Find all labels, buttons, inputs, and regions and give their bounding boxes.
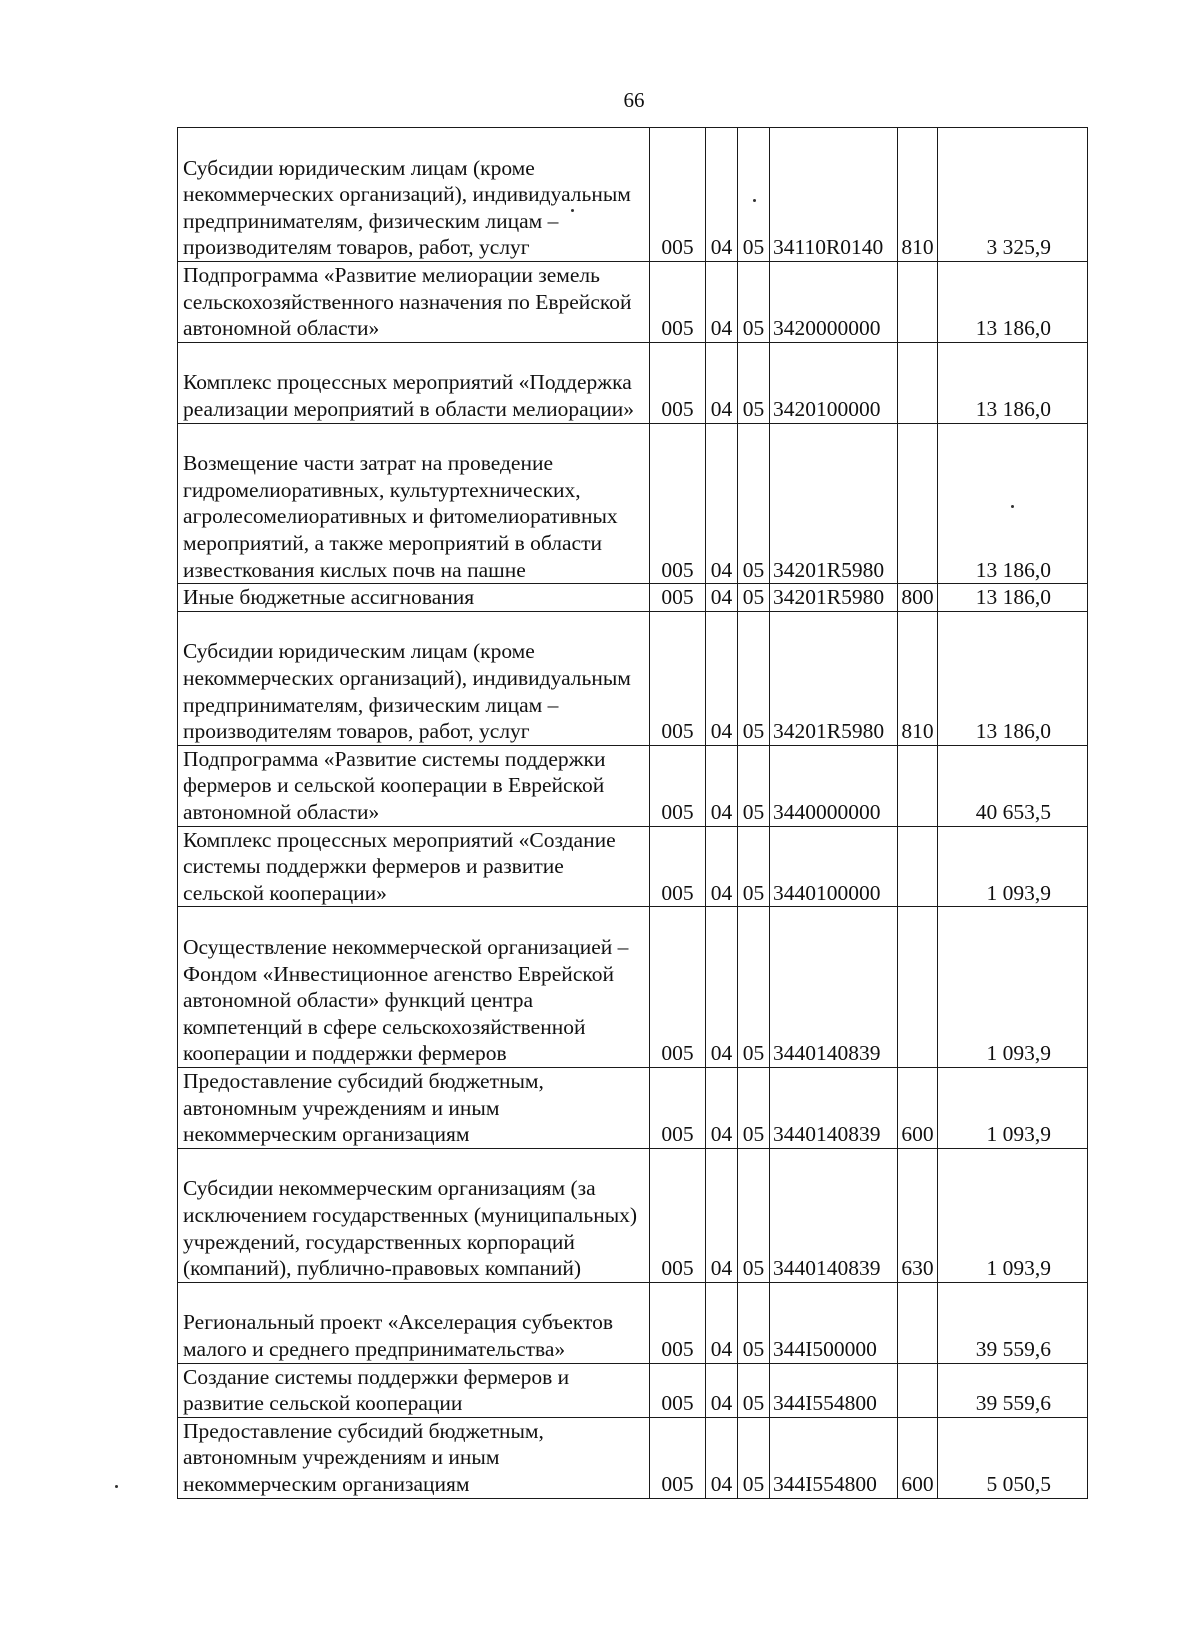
- subsection-code: 05: [738, 1148, 770, 1282]
- table-row: [178, 342, 1088, 423]
- grbs-code: 005: [650, 1417, 706, 1498]
- target-article-code: 344I554800: [770, 1363, 898, 1417]
- target-article-code: 3420100000: [770, 342, 898, 423]
- subsection-code: 05: [738, 1417, 770, 1498]
- amount: 13 186,0: [938, 342, 1088, 423]
- grbs-code: 005: [650, 907, 706, 1068]
- target-article-code: 3420000000: [770, 262, 898, 343]
- grbs-code: 005: [650, 611, 706, 745]
- table-row: [178, 907, 1088, 1068]
- subsection-code: 05: [738, 745, 770, 826]
- target-article-code: 3440140839: [770, 1067, 898, 1148]
- grbs-code: 005: [650, 1148, 706, 1282]
- grbs-code: 005: [650, 423, 706, 584]
- grbs-code: 005: [650, 1282, 706, 1363]
- subsection-code: 05: [738, 826, 770, 907]
- grbs-code: 005: [650, 262, 706, 343]
- target-article-code: 3440000000: [770, 745, 898, 826]
- expense-type-code: 800: [898, 584, 938, 612]
- row-name: Осуществление некоммерческой организацией – Фондом «Инвестиционное агенство Еврейской автономной области» функций центра компетенций в сфере сельскохозяйственной кооперации и поддержки фермеров: [178, 907, 650, 1068]
- section-code: 04: [706, 1282, 738, 1363]
- subsection-code: 05: [738, 584, 770, 612]
- expense-type-code: [898, 826, 938, 907]
- expense-type-code: [898, 1363, 938, 1417]
- expense-type-code: [898, 1282, 938, 1363]
- budget-table: [177, 127, 1088, 1499]
- table-row: [178, 611, 1088, 745]
- grbs-code: 005: [650, 128, 706, 262]
- target-article-code: 344I500000: [770, 1282, 898, 1363]
- amount: 39 559,6: [938, 1282, 1088, 1363]
- row-name: Возмещение части затрат на проведение гидромелиоративных, культуртехнических, агролесомелиоративных и фитомелиоративных мероприятий, а также мероприятий в области известкования кислых почв на пашне: [178, 423, 650, 584]
- section-code: 04: [706, 745, 738, 826]
- table-row: [178, 262, 1088, 343]
- row-name: Создание системы поддержки фермеров и развитие сельской кооперации: [178, 1363, 650, 1417]
- expense-type-code: [898, 907, 938, 1068]
- amount: 13 186,0: [938, 584, 1088, 612]
- row-name: Комплекс процессных мероприятий «Создание системы поддержки фермеров и развитие сельской кооперации»: [178, 826, 650, 907]
- amount: 3 325,9: [938, 128, 1088, 262]
- subsection-code: 05: [738, 128, 770, 262]
- scan-speck: [753, 199, 756, 202]
- table-row: [178, 1148, 1088, 1282]
- target-article-code: 3440140839: [770, 907, 898, 1068]
- section-code: 04: [706, 1417, 738, 1498]
- expense-type-code: [898, 745, 938, 826]
- grbs-code: 005: [650, 584, 706, 612]
- subsection-code: 05: [738, 262, 770, 343]
- section-code: 04: [706, 907, 738, 1068]
- amount: 39 559,6: [938, 1363, 1088, 1417]
- section-code: 04: [706, 584, 738, 612]
- amount: 1 093,9: [938, 907, 1088, 1068]
- table-row: [178, 584, 1088, 612]
- row-name: Иные бюджетные ассигнования: [178, 584, 650, 612]
- table-row: [178, 423, 1088, 584]
- expense-type-code: 600: [898, 1417, 938, 1498]
- row-name: Предоставление субсидий бюджетным, автономным учреждениям и иным некоммерческим организациям: [178, 1067, 650, 1148]
- row-name: Субсидии некоммерческим организациям (за исключением государственных (муниципальных) учреждений, государственных корпораций (компаний), публично-правовых компаний): [178, 1148, 650, 1282]
- row-name: Субсидии юридическим лицам (кроме некоммерческих организаций), индивидуальным предпринимателям, физическим лицам – производителям товаров, работ, услуг: [178, 611, 650, 745]
- section-code: 04: [706, 1148, 738, 1282]
- subsection-code: 05: [738, 1067, 770, 1148]
- subsection-code: 05: [738, 342, 770, 423]
- amount: 5 050,5: [938, 1417, 1088, 1498]
- row-name: Подпрограмма «Развитие мелиорации земель сельскохозяйственного назначения по Еврейской автономной области»: [178, 262, 650, 343]
- subsection-code: 05: [738, 907, 770, 1068]
- target-article-code: 3440140839: [770, 1148, 898, 1282]
- amount: 13 186,0: [938, 423, 1088, 584]
- subsection-code: 05: [738, 611, 770, 745]
- expense-type-code: [898, 342, 938, 423]
- scan-speck: [115, 1485, 118, 1488]
- target-article-code: 34201R5980: [770, 584, 898, 612]
- section-code: 04: [706, 1067, 738, 1148]
- section-code: 04: [706, 1363, 738, 1417]
- grbs-code: 005: [650, 1067, 706, 1148]
- expense-type-code: 600: [898, 1067, 938, 1148]
- grbs-code: 005: [650, 745, 706, 826]
- amount: 1 093,9: [938, 1148, 1088, 1282]
- section-code: 04: [706, 423, 738, 584]
- table-row: [178, 826, 1088, 907]
- section-code: 04: [706, 262, 738, 343]
- expense-type-code: 810: [898, 128, 938, 262]
- grbs-code: 005: [650, 826, 706, 907]
- table-row: [178, 1067, 1088, 1148]
- target-article-code: 3440100000: [770, 826, 898, 907]
- row-name: Комплекс процессных мероприятий «Поддержка реализации мероприятий в области мелиорации»: [178, 342, 650, 423]
- grbs-code: 005: [650, 342, 706, 423]
- section-code: 04: [706, 826, 738, 907]
- amount: 1 093,9: [938, 1067, 1088, 1148]
- target-article-code: 34110R0140: [770, 128, 898, 262]
- scan-speck: [1011, 505, 1014, 508]
- amount: 13 186,0: [938, 611, 1088, 745]
- row-name: Предоставление субсидий бюджетным, автономным учреждениям и иным некоммерческим организациям: [178, 1417, 650, 1498]
- table-row: [178, 1282, 1088, 1363]
- expense-type-code: [898, 423, 938, 584]
- amount: 13 186,0: [938, 262, 1088, 343]
- row-name: Подпрограмма «Развитие системы поддержки фермеров и сельской кооперации в Еврейской автономной области»: [178, 745, 650, 826]
- subsection-code: 05: [738, 423, 770, 584]
- subsection-code: 05: [738, 1282, 770, 1363]
- page-number: 66: [623, 88, 645, 112]
- table-row: [178, 128, 1088, 262]
- amount: 40 653,5: [938, 745, 1088, 826]
- grbs-code: 005: [650, 1363, 706, 1417]
- table-row: [178, 1417, 1088, 1498]
- expense-type-code: [898, 262, 938, 343]
- subsection-code: 05: [738, 1363, 770, 1417]
- row-name: Субсидии юридическим лицам (кроме некоммерческих организаций), индивидуальным предпринимателям, физическим лицам – производителям товаров, работ, услуг: [178, 128, 650, 262]
- section-code: 04: [706, 611, 738, 745]
- target-article-code: 34201R5980: [770, 423, 898, 584]
- section-code: 04: [706, 128, 738, 262]
- target-article-code: 344I554800: [770, 1417, 898, 1498]
- table-row: [178, 1363, 1088, 1417]
- expense-type-code: 630: [898, 1148, 938, 1282]
- expense-type-code: 810: [898, 611, 938, 745]
- scan-speck: [571, 209, 574, 212]
- table-row: [178, 745, 1088, 826]
- target-article-code: 34201R5980: [770, 611, 898, 745]
- section-code: 04: [706, 342, 738, 423]
- amount: 1 093,9: [938, 826, 1088, 907]
- table-body: [178, 128, 1088, 1499]
- row-name: Региональный проект «Акселерация субъектов малого и среднего предпринимательства»: [178, 1282, 650, 1363]
